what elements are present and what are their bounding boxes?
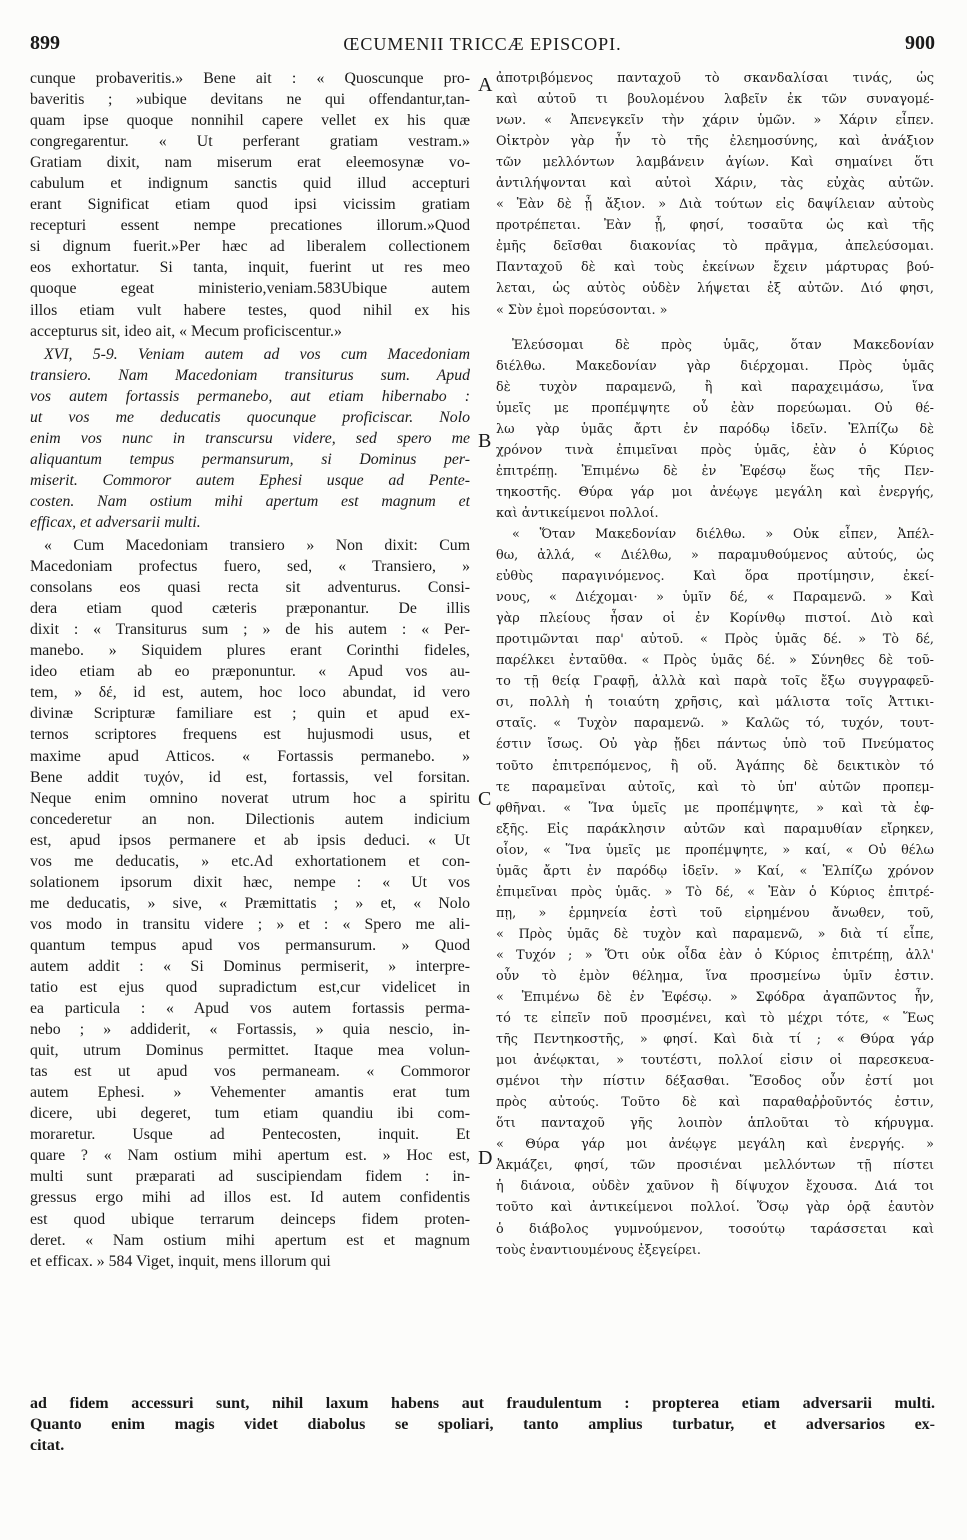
text-line: Ἀκμάζει, φησί, τῶν προσιέναι μελλόντων τῇ πίστει — [496, 1158, 934, 1174]
text-line: baveritis ; »ubique devitans ne qui offendantur,tan- — [30, 91, 470, 109]
text-line: et efficax. » 584 Viget, inquit, mens illorum qui — [30, 1252, 331, 1270]
text-line: καὶ ἀντικείμενοι πολλοί. — [496, 505, 659, 521]
text-line: προτιμῶνται παρ' αὐτοῦ. « Πρὸς ὑμᾶς δέ. » Τὸ δέ, — [496, 632, 934, 648]
text-line: χρόνον τινὰ ἐπιμεῖναι πρὸς ὑμᾶς, ἐὰν ὁ Κύριος — [496, 442, 934, 458]
text-line: τοῦτο ἐπιτρεπόμενος, ἢ οὔ. Ἀγάπης δὲ δεικτικὸν τό — [496, 758, 934, 774]
text-line: Quanto enim magis videt diabolus se spoliari, tanto amplius turbatur, et adversarios ex- — [30, 1416, 935, 1433]
greek-column — [496, 68, 934, 1261]
margin-letter-d: D — [478, 1147, 493, 1169]
text-line: ὁ διάβολος γυμνούμενον, τοσούτῳ ταράσσεται καὶ — [496, 1221, 934, 1237]
text-line: νων. « Ἀπενεγκεῖν τὴν χάριν ὑμῶν. » Χάριν εἶπεν. — [496, 113, 934, 129]
text-line: « Cum Macedoniam transiero » Non dixit: Cum — [44, 537, 470, 555]
text-line: σμένοι τὴν πίστιν δέξασθαι. Ἔσοδος οὖν ἐστί μοι — [496, 1074, 934, 1090]
text-line: φθῆναι. « Ἵνα ὑμεῖς με προπέμψητε, » καὶ τὰ ἐφ- — [496, 800, 934, 816]
text-line: τοὺς ἐναντιουμένους ἐξεγείρει. — [496, 1242, 701, 1258]
text-line: γὰρ πλείους ἦσαν οἱ ἐν Κορίνθῳ πιστοί. Διὸ καὶ — [496, 611, 934, 627]
text-line: τηκοστῆς. Θύρα γάρ μοι ἀνέῳγε μεγάλη καὶ ἐνεργής, — [496, 484, 934, 500]
text-line: aliquantum tempus permansurum, si Dominus per- — [30, 450, 470, 468]
text-line: σταῖς. « Τυχὸν παραμενῶ. » Καλῶς τό, τυχόν, τουτ- — [496, 716, 934, 732]
text-line: προτρέπεται. Ἐὰν ᾖ, φησί, τοσαῦτα ὡς καὶ τῆς — [496, 218, 934, 234]
text-line: autem Ephesi. » Vehementer amantis erat tum — [30, 1084, 470, 1102]
text-line: divinæ Scripturæ familiare est ; quin et apud ex- — [30, 705, 470, 723]
text-line: dera etiam quod cæteris præponantur. De illis — [30, 600, 470, 618]
text-line: costen. Nam ostium mihi apertum est magnum et — [30, 492, 470, 510]
text-line: me deducatis, » sive, « Præmittatis ; » et, « Nolo — [30, 894, 470, 912]
text-line: si dignum fuerit.»Per hæc ad liberalem collectionem — [30, 238, 470, 256]
page-number-left: 899 — [30, 32, 60, 54]
text-line: quit, utrum Dominus permittet. Itaque mea volun- — [30, 1042, 470, 1060]
text-line: ea particula : « Apud vos autem fortassis perma- — [30, 1000, 470, 1018]
text-line: tatio est ejus quod supradictum est,cur videlicet in — [30, 979, 470, 997]
text-line: dixit : « Transiturus sum ; » de his autem : « Per- — [30, 621, 470, 639]
text-line: deret. « Nam ostium mihi apertum est et magnum — [30, 1231, 470, 1249]
text-line: vos autem fortassis permanebo, aut etiam hibernabo : — [30, 387, 470, 405]
text-line: ἡ διάνοια, οὐδὲν χαῦνον ἢ δίψυχον ἔχουσα. Διά τοι — [496, 1179, 934, 1195]
text-line: το τῇ θείᾳ Γραφῇ, ἀλλὰ καὶ παρὰ τοῖς ἔξω συγγραφεῦ- — [496, 674, 934, 690]
text-line: moraretur. Usque ad Pentecosten, inquit. Et — [30, 1126, 470, 1144]
text-line: quare ? « Nam ostium mihi apertum est. » Hoc est, — [30, 1147, 470, 1165]
text-line: ἐμῆς δεῖσθαι διακονίας τὸ πρᾶγμα, ἀπελεύσομαι. — [496, 239, 934, 255]
text-line: λεται, ὡς αὐτὸς οὐδὲν λήψεται ἐξ αὐτῶν. Διό φησι, — [496, 281, 934, 297]
text-line: τοῦτο καὶ ἀντικείμενοι πολλοί. Ὅσῳ γὰρ ὁρᾷ ἑαυτὸν — [496, 1200, 934, 1216]
footer-continuation — [30, 1393, 935, 1456]
text-line: recepturi essent nempe precationes illorum.»Quod — [30, 217, 470, 235]
text-line: manebo. » Siquidem plures erant Corinthi fideles, — [30, 642, 470, 660]
text-line: ideo etiam ab eo præponuntur. « Apud vos au- — [30, 663, 470, 681]
text-line: cunque probaveritis.» Bene ait : « Quoscunque pro- — [30, 70, 470, 87]
text-line: παρέλκει ἐνταῦθα. « Πρὸς ὑμᾶς δέ. » Σύνηθες δὲ τοῦ- — [496, 653, 934, 669]
text-line: est quod ubique terrarum deinceps fidem proten- — [30, 1210, 470, 1228]
text-line: cabulum et indignum sanctis quid illud accepturi — [30, 175, 470, 193]
text-line: Neque enim omnino noverat utrum hoc a spiritu — [30, 789, 470, 807]
margin-letter-c: C — [478, 788, 492, 810]
text-line: « Πρὸς ὑμᾶς δὲ τυχὸν καὶ παραμενῶ, » διὰ τί εἶπε, — [496, 926, 934, 942]
text-line: erant Significat etiam quod ipsi vicissim gratiam — [30, 196, 470, 214]
text-line: μοι ἀνέῳκται, » τουτέστι, πολλοί εἰσιν οἱ παρεσκευα- — [496, 1053, 934, 1069]
text-line: « Θύρα γάρ μοι ἀνέῳγε μεγάλη καὶ ἐνεργής. » — [496, 1137, 934, 1153]
running-title: ŒCUMENII TRICCÆ EPISCOPI. — [343, 34, 622, 54]
text-line: Πανταχοῦ δὲ καὶ τοὺς ἐκείνων ἔχειν μάρτυρας βού- — [496, 260, 934, 276]
text-line: ἀποτριβόμενος πανταχοῦ τὸ σκανδαλίσαι τινάς, ὡς — [496, 71, 934, 86]
text-line: « Τυχόν ; » Ὅτι οὐκ οἶδα ἐὰν ὁ Κύριος ἐπιτρέπῃ, ἀλλ' — [496, 947, 934, 963]
text-line: δὲ τυχὸν παραμενῶ, ἢ καὶ παραχειμάσω, ἵνα — [496, 379, 934, 395]
text-line: miserit. Commoror autem Ephesi usque ad Pente- — [30, 471, 470, 489]
text-line: efficax, et adversarii multi. — [30, 513, 201, 531]
text-line: ut vos me deducatis quocunque proficiscar. Nolo — [30, 408, 470, 426]
text-line: illos etiam vult habere testes, quod nihil ex his — [30, 301, 470, 319]
page-number-right: 900 — [905, 32, 935, 54]
text-line: accepturus sit, ideo ait, « Mecum proficiscentur.» — [30, 322, 342, 340]
text-line: καὶ αὐτοῦ τι βουλομένου λαβεῖν ἐκ τῶν συναγομέ- — [496, 92, 934, 108]
text-line: ἀντιλήψονται καὶ αὐτοὶ Χάριν, τὰς εὐχὰς αὐτῶν. — [496, 176, 934, 192]
text-line: λω γὰρ ὑμᾶς ἄρτι ἐν παρόδῳ ἰδεῖν. Ἐλπίζω δὲ — [496, 421, 934, 437]
text-line: διέλθω. Μακεδονίαν γὰρ διέρχομαι. Πρὸς ὑμᾶς — [496, 358, 934, 374]
text-line: « Ἐὰν δὲ ᾖ ἄξιον. » Διὰ τούτων εἰς δαψίλειαν αὐτοὺς — [496, 197, 934, 213]
text-line: πῃ, » ἑρμηνεία ἐστὶ τοῦ εἰρημένου ἄνωθεν, τοῦ, — [496, 905, 934, 921]
text-line: eos exhortatur. Si tanta, inquit, fuerint ut res meo — [30, 259, 470, 277]
text-line: νους, « Διέχομαι· » ὑμῖν δέ, « Παραμενῶ. » Καὶ — [496, 590, 934, 606]
text-line: έστιν ἴσως. Οὐ γὰρ ᾔδει πάντως ὑπὸ τοῦ Πνεύματος — [496, 737, 934, 753]
text-line: ἐπιμεῖναι πρὸς ὑμᾶς. » Τὸ δέ, « Ἐὰν ὁ Κύριος ἐπιτρέ- — [496, 884, 934, 900]
text-line: gressus ergo mihi ad illos est. Id autem confidentis — [30, 1189, 470, 1207]
text-line: enim vos nunc in transcursu videre, sed spero me — [30, 429, 470, 447]
margin-letter-a: A — [478, 74, 493, 96]
text-line: ἐπιτρέπῃ. Ἐπιμένω δὲ ἐν Ἐφέσῳ ἕως τῆς Πεν- — [496, 463, 934, 479]
text-line: οὖν τὸ ἐμὸν θέλημα, ἵνα προσμείνω ὑμῖν ἐστιν. — [496, 968, 934, 984]
text-line: Οἰκτρὸν γὰρ ἦν τὸ τῆς ἐλεημοσύνης, καὶ ἀνάξιον — [496, 134, 934, 150]
text-line: Macedoniam profectus fuero, sed, « Transiero, » — [30, 558, 470, 576]
text-line: transiero. Nam Macedoniam transiturus sum. Apud — [30, 366, 470, 384]
text-line: θω, ἀλλά, « Διέλθω, » παραμυθούμενος αὐτούς, ὡς — [496, 548, 934, 564]
text-line: τε παραμεῖναι αὐτοῖς, καὶ τὸ ὑπ' αὐτῶν προπεμ- — [496, 779, 934, 795]
text-line: concederetur an non. Dilectionis autem indicium — [30, 810, 470, 828]
text-line: Ἐλεύσομαι δὲ πρὸς ὑμᾶς, ὅταν Μακεδονίαν — [512, 337, 934, 353]
text-line: « Σὺν ἐμοὶ πορεύσονται. » — [496, 302, 668, 318]
text-line: ὑμεῖς με προπέμψητε οὗ ἐὰν πορεύωμαι. Οὐ θέ- — [496, 400, 934, 416]
text-line: πρὸς αὐτούς. Τοῦτο δὲ καὶ παραθαῤῥοῦντός ἐστιν, — [496, 1095, 934, 1111]
text-line: autem addit : « Si Dominus permiserit, » interpre- — [30, 957, 470, 975]
text-line: τό τε εἰπεῖν ποῦ προσμένει, καὶ τὸ μέχρι τότε, « Ἕως — [496, 1011, 934, 1027]
text-line: τῆς Πεντηκοστῆς, » φησί. Καὶ διὰ τί ; « Θύρα γάρ — [496, 1032, 934, 1048]
text-line: consolans eos quasi recta sit adventurus. Consi- — [30, 579, 470, 597]
text-line: « Ὅταν Μακεδονίαν διέλθω. » Οὐκ εἶπεν, Ἀπέλ- — [512, 526, 934, 542]
text-line: tem, » δέ, id est, autem, hoc loco abundat, id vero — [30, 684, 470, 702]
margin-letter-b: B — [478, 430, 492, 452]
text-line: vos modo in transitu videre ; » et : « Spero me ali- — [30, 915, 470, 933]
text-line: citat. — [30, 1437, 65, 1454]
text-line: Bene addit τυχόν, id est, fortassis, vel forsitan. — [30, 768, 470, 786]
text-line: εξῆς. Εἰς παράκλησιν αὐτῶν καὶ παραμυθίαν εἴρηκεν, — [496, 821, 934, 837]
text-line: τῶν μελλόντων λαμβάνειν ἁγίων. Καὶ σημαίνει ὅτι — [496, 155, 934, 171]
text-line: solationem ipsorum dixit hæc, nempe : « Ut vos — [30, 873, 470, 891]
text-line: Gratiam dixit, nam miserum erat eleemosynæ vo- — [30, 154, 470, 172]
latin-column — [30, 68, 470, 1272]
text-line: ὅτι πανταχοῦ γῆς λοιπὸν ἁπλοῦται τὸ κήρυγμα. — [496, 1116, 934, 1132]
text-line: vos me deducatis, » etc.Ad exhortationem et con- — [30, 852, 470, 870]
text-line: ternos scriptores frequens est hujusmodi usus, et — [30, 726, 470, 744]
text-line: quam ipse quoque nonnihil capere vellet ex his quæ — [30, 112, 470, 130]
text-line: congregarentur. « Ut perferant gratiam vestram.» — [30, 133, 470, 151]
text-line: nebo ; » addiderit, « Fortassis, » quia nescio, in- — [30, 1021, 470, 1039]
text-line: est, apud ipsos permanere et ab ipsis deduci. « Ut — [30, 831, 470, 849]
text-line: εὐθὺς παραγινόμενος. Καὶ ὅρα προτίμησιν, ἐκεί- — [496, 569, 934, 585]
text-line: quoque egeat ministerio,veniam.583Ubique autem — [30, 280, 470, 298]
text-line: « Ἐπιμένω δὲ ἐν Ἐφέσῳ. » Σφόδρα ἀγαπῶντος ἦν, — [496, 990, 934, 1006]
page-header — [30, 32, 935, 62]
text-line: σι, πολλὴ ἡ τοιαύτη χρῆσις, καὶ μάλιστα τοῖς Ἀττικι- — [496, 695, 934, 711]
text-line: dicere, ubi degeret, tum etiam quandiu ibi com- — [30, 1105, 470, 1123]
text-line: ὑμᾶς ἄρτι ἐν παρόδῳ ἰδεῖν. » Καί, « Ἐλπίζω χρόνον — [496, 863, 934, 879]
text-line: multi sunt præparati ad suscipiendam fidem : in- — [30, 1168, 470, 1186]
text-line: οἷον, « Ἵνα ὑμεῖς με προπέμψητε, » καί, « Οὐ θέλω — [496, 842, 934, 858]
text-line: tas est ut apud vos permaneam. « Commoror — [30, 1063, 470, 1081]
text-line: XVI, 5-9. Veniam autem ad vos cum Macedoniam — [44, 345, 470, 363]
text-line: quantum tempus apud vos permansurum. » Quod — [30, 936, 470, 954]
text-line: ad fidem accessuri sunt, nihil laxum habens aut fraudulentum : propterea etiam adversarii multi. — [30, 1395, 935, 1412]
text-line: maxime apud Atticos. « Fortassis permanebo. » — [30, 747, 470, 765]
